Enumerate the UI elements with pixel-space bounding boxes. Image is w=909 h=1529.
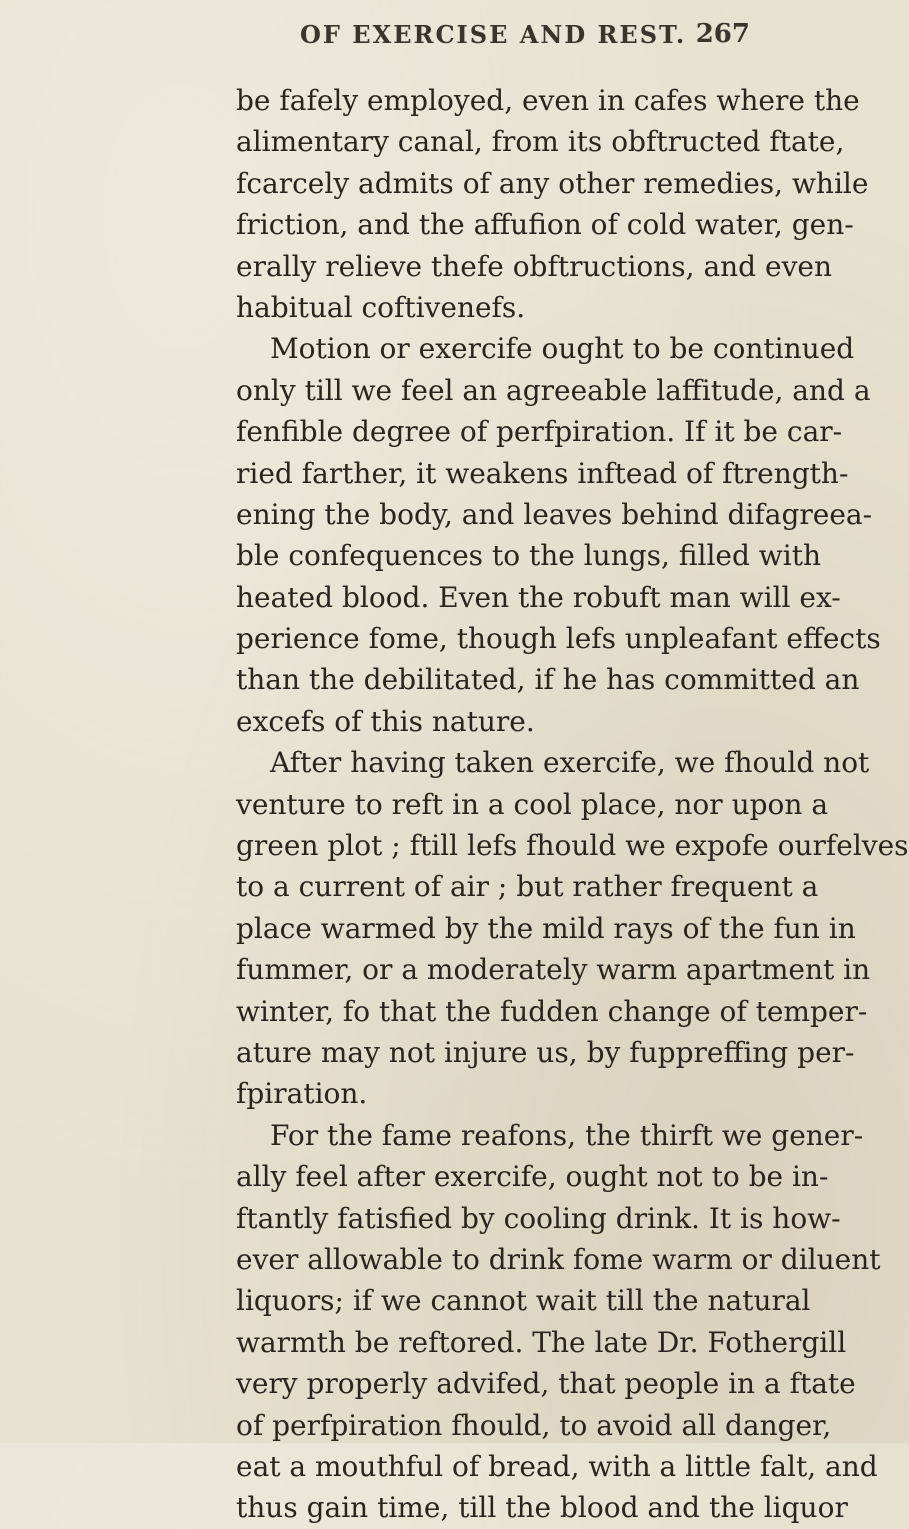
page-header — [300, 14, 750, 54]
text-line: ble confequences to the lungs, filled with — [236, 539, 822, 573]
text-line: fummer, or a moderately warm apartment in — [236, 953, 871, 987]
text-line: ally feel after exercife, ought not to be in- — [236, 1160, 829, 1194]
text-line: fenfible degree of perfpiration. If it be car- — [236, 415, 843, 449]
text-line: perience fome, though lefs unpleafant effects — [236, 622, 881, 656]
text-line: ever allowable to drink fome warm or diluent — [236, 1242, 881, 1276]
text-line: friction, and the affufion of cold water, gen- — [236, 208, 854, 242]
text-line: fpiration. — [236, 1077, 368, 1111]
text-line: winter, fo that the fudden change of temper- — [236, 994, 868, 1028]
text-line: be fafely employed, even in cafes where the — [236, 84, 860, 117]
text-line: ftantly fatisfied by cooling drink. It is how- — [236, 1201, 841, 1235]
text-line: erally relieve thefe obftructions, and even — [236, 249, 832, 283]
text-line: venture to reft in a cool place, nor upon a — [236, 787, 829, 821]
text-line: green plot ; ftill lefs fhould we expofe ourfelves — [236, 829, 909, 863]
text-line: alimentary canal, from its obftructed ftate, — [236, 125, 845, 159]
text-line: ried farther, it weakens inftead of ftrength- — [236, 456, 849, 490]
text-line: to a current of air ; but rather frequent a — [236, 870, 819, 904]
text-line: habitual coftivenefs. — [236, 290, 526, 324]
body-text — [236, 80, 909, 1529]
page-number: 267 — [695, 19, 750, 49]
text-line: liquors; if we cannot wait till the natural — [236, 1284, 811, 1318]
text-line: than the debilitated, if he has committed an — [236, 663, 860, 697]
text-line: only till we feel an agreeable laffitude, and a — [236, 373, 871, 407]
text-line: excefs of this nature. — [236, 704, 535, 738]
text-line: heated blood. Even the robuft man will ex- — [236, 580, 841, 614]
text-line: very properly advifed, that people in a ftate — [236, 1367, 856, 1401]
text-line: Motion or exercife ought to be continued — [270, 332, 855, 366]
text-line: ature may not injure us, by fuppreffing per- — [236, 1035, 855, 1069]
text-line: After having taken exercife, we fhould not — [270, 746, 870, 780]
text-line: fcarcely admits of any other remedies, while — [236, 166, 869, 200]
text-line: of perfpiration fhould, to avoid all danger, — [236, 1408, 832, 1442]
running-head: OF EXERCISE AND REST. — [300, 19, 687, 49]
text-line: thus gain time, till the blood and the liquor — [236, 1491, 848, 1525]
text-line: For the fame reafons, the thirft we gener- — [270, 1118, 864, 1152]
text-line: warmth be reftored. The late Dr. Fothergill — [236, 1325, 847, 1359]
text-line: ening the body, and leaves behind difagreea- — [236, 497, 873, 531]
text-line: place warmed by the mild rays of the fun in — [236, 911, 856, 945]
text-line: eat a mouthful of bread, with a little falt, and — [236, 1449, 878, 1483]
